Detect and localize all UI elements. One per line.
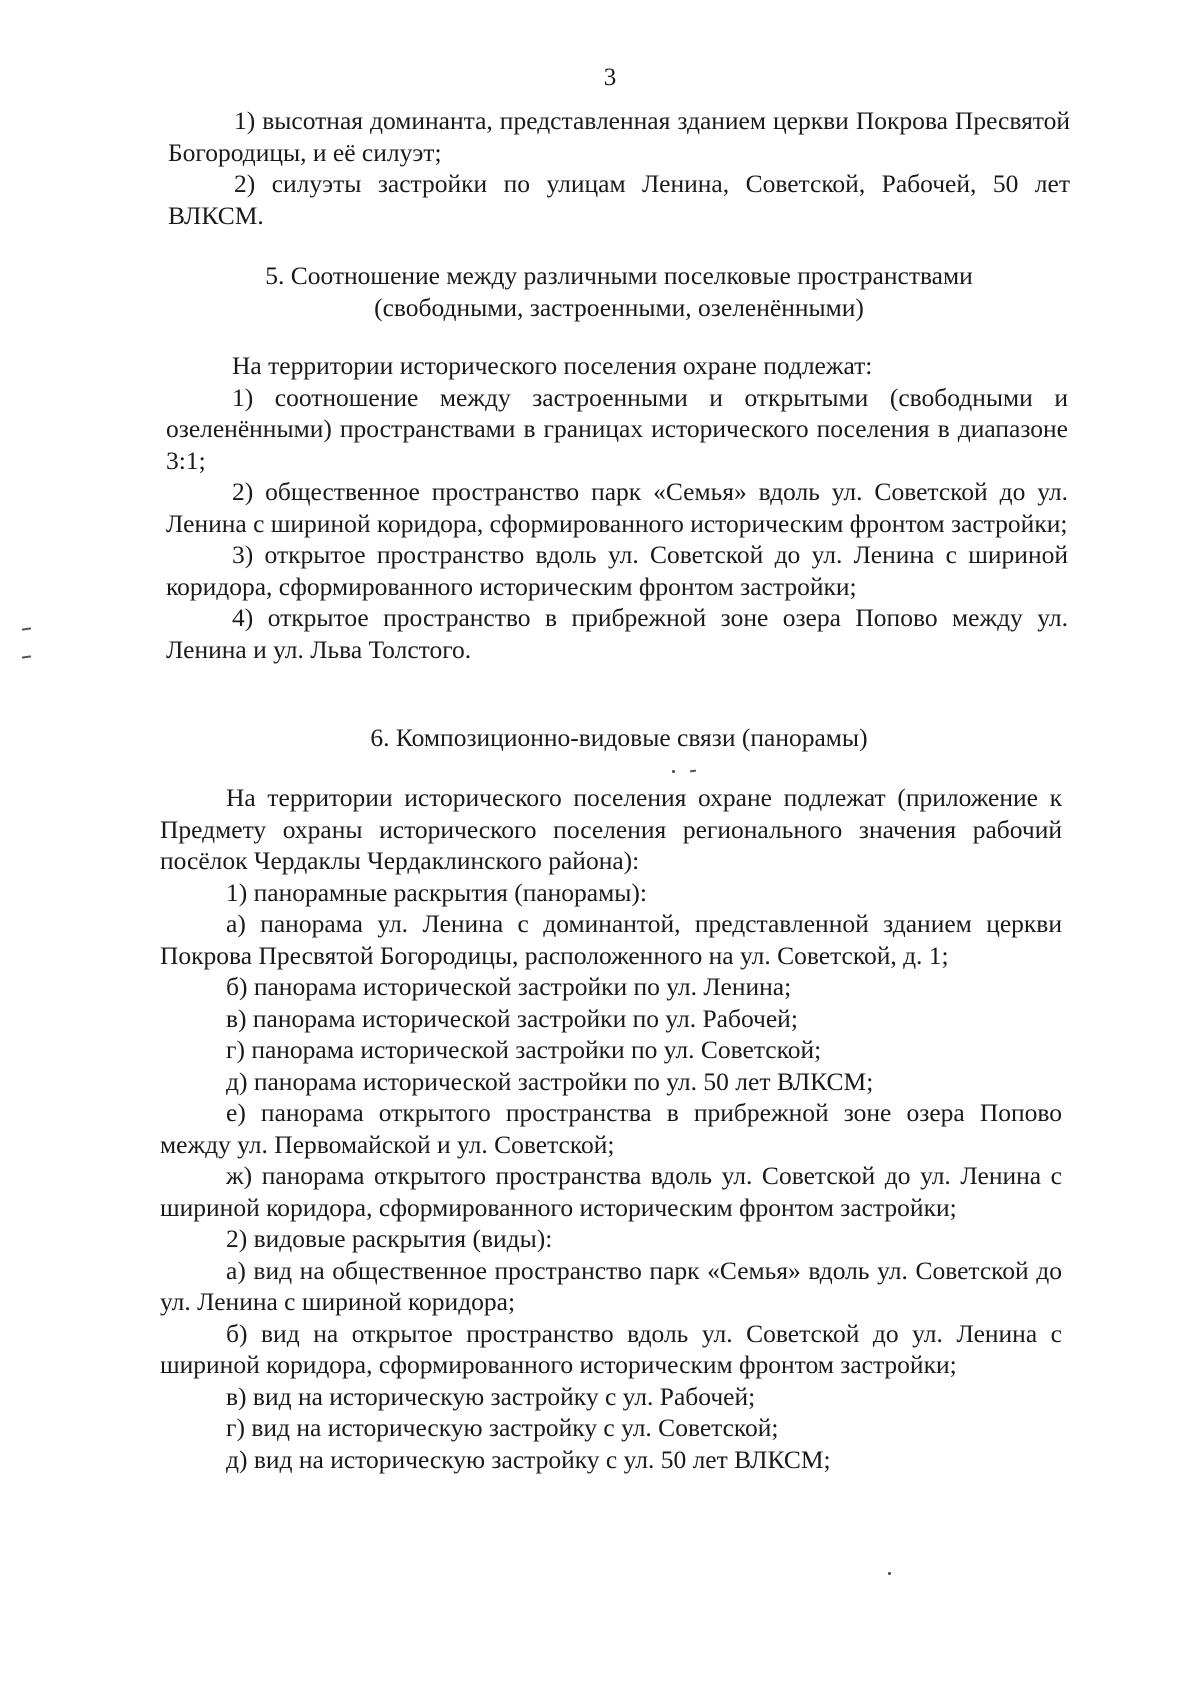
list-item: 3) открытое пространство вдоль ул. Советской до ул. Ленина с шириной коридора, сформированного историческим фронтом застройки; [166, 540, 1068, 601]
section-heading-line: 5. Соотношение между различными поселковые пространствами [265, 261, 973, 290]
list-item: а) панорама ул. Ленина с доминантой, представленной зданием церкви Покрова Пресвятой Богородицы, расположенного на ул. Советской, д. 1; [160, 909, 1062, 970]
scan-mark [22, 655, 31, 658]
list-item: д) панорама исторической застройки по ул. 50 лет ВЛКСМ; [226, 1066, 874, 1096]
section5-body [166, 350, 1068, 665]
section4-list [168, 105, 1070, 231]
page-number: 3 [603, 64, 617, 91]
list-item: в) панорама исторической застройки по ул. Рабочей; [226, 1003, 798, 1033]
subsection-title: 2) видовые раскрытия (виды): [226, 1224, 553, 1253]
list-item: 2) общественное пространство парк «Семья» вдоль ул. Советской до ул. Ленина с шириной коридора, сформированного историческим фронтом застройки; [166, 477, 1068, 538]
section6-body [160, 782, 1062, 1475]
scan-mark [22, 627, 31, 630]
scan-dot [672, 770, 675, 773]
section-intro: На территории исторического поселения охране подлежат (приложение к Предмету охраны исторического поселения регионального значения рабочий посёлок Чердаклы Чердаклинского района): [160, 783, 1062, 875]
scan-mark [690, 770, 696, 773]
list-item: ж) панорама открытого пространства вдоль ул. Советской до ул. Ленина с шириной коридора, сформированного историческим фронтом застройки; [160, 1161, 1062, 1222]
section-intro: На территории исторического поселения охране подлежат: [232, 351, 873, 380]
list-item: е) панорама открытого пространства в прибрежной зоне озера Попово между ул. Первомайской и ул. Советской; [160, 1098, 1062, 1159]
list-item: д) вид на историческую застройку с ул. 50 лет ВЛКСМ; [226, 1444, 831, 1474]
list-item: 2) силуэты застройки по улицам Ленина, Советской, Рабочей, 50 лет ВЛКСМ. [168, 169, 1070, 230]
section-heading-line: 6. Композиционно-видовые связи (панорамы) [370, 723, 868, 752]
list-item: г) вид на историческую застройку с ул. Советской; [226, 1413, 779, 1442]
list-item: б) панорама исторической застройки по ул. Ленина; [226, 972, 792, 1001]
list-item: 1) высотная доминанта, представленная зданием церкви Покрова Пресвятой Богородицы, и её силуэт; [168, 106, 1070, 167]
scan-dot [888, 1572, 891, 1575]
list-item: в) вид на историческую застройку с ул. Рабочей; [226, 1381, 756, 1411]
section6-heading [168, 722, 1070, 754]
list-item: б) вид на открытое пространство вдоль ул. Советской до ул. Ленина с шириной коридора, сформированного историческим фронтом застройки; [160, 1318, 1062, 1379]
list-item: 4) открытое пространство в прибрежной зоне озера Попово между ул. Ленина и ул. Льва Толстого. [166, 603, 1068, 664]
subsection-title: 1) панорамные раскрытия (панорамы): [226, 877, 647, 907]
list-item: а) вид на общественное пространство парк «Семья» вдоль ул. Советской до ул. Ленина с шириной коридора; [160, 1255, 1062, 1316]
section-heading-line: (свободными, застроенными, озеленёнными) [374, 293, 864, 322]
list-item: 1) соотношение между застроенными и открытыми (свободными и озеленёнными) пространствами в границах исторического поселения в диапазоне 3:1; [166, 382, 1068, 475]
section5-heading [168, 260, 1070, 324]
list-item: г) панорама исторической застройки по ул. Советской; [226, 1035, 822, 1064]
